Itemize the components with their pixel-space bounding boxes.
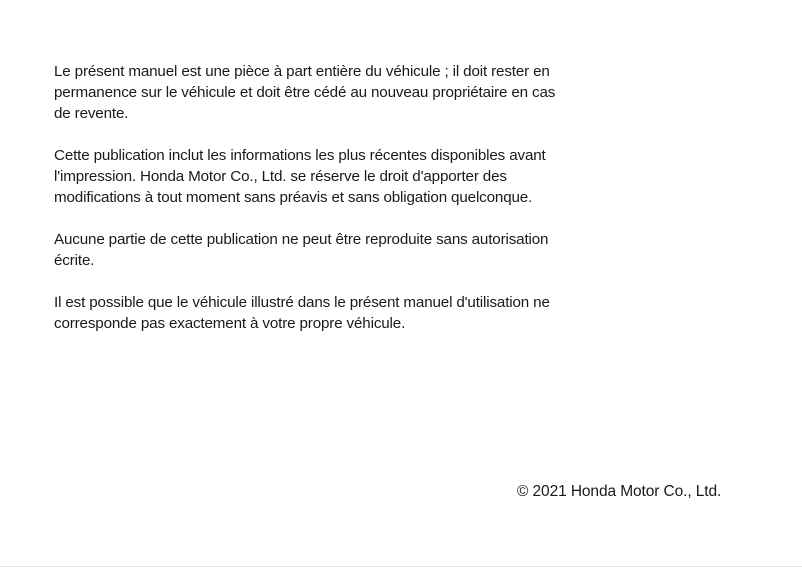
notice-paragraph-reproduction: Aucune partie de cette publication ne peut être reproduite sans autorisation écrite. [54,231,549,269]
notice-paragraph-modifications: Cette publication inclut les informations les plus récentes disponibles avant l'impression. Honda Motor Co., Ltd. se réserve le droit d'apporter des modifications à tout moment sans préavis et sans obligation quelconque. [54,147,546,206]
notice-text-block [54,61,564,355]
copyright-notice: © 2021 Honda Motor Co., Ltd. [517,483,722,500]
page-bottom-divider [0,566,802,567]
notice-paragraph-illustration: Il est possible que le véhicule illustré dans le présent manuel d'utilisation ne corresponde pas exactement à votre propre véhicule. [54,294,550,332]
notice-paragraph-ownership: Le présent manuel est une pièce à part entière du véhicule ; il doit rester en permanence sur le véhicule et doit être cédé au nouveau propriétaire en cas de revente. [54,63,556,122]
